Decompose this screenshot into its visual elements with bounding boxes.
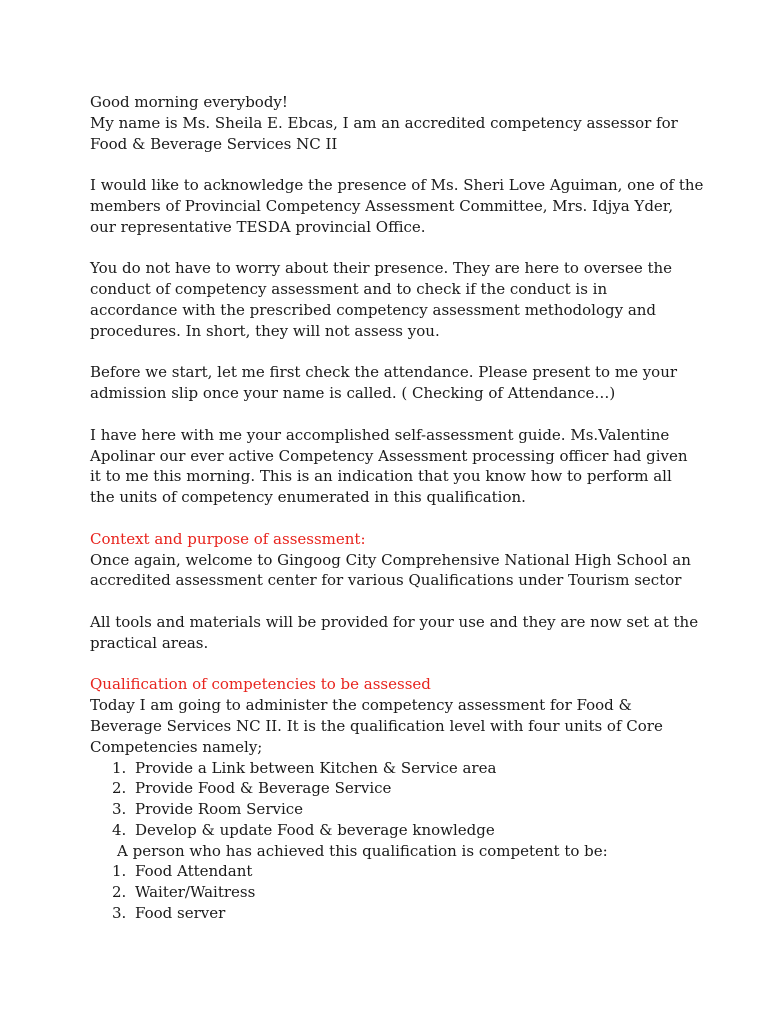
text-line: Beverage Services NC II. It is the qualification level with four units of Core xyxy=(90,716,663,735)
text-line: Food & Beverage Services NC II xyxy=(90,134,338,153)
text-line: practical areas. xyxy=(90,633,209,652)
text-line: accordance with the prescribed competency assessment methodology and xyxy=(90,300,657,319)
greeting-paragraph xyxy=(90,92,690,154)
core-competency-list xyxy=(90,758,690,841)
list-item xyxy=(90,882,690,903)
text-line: accredited assessment center for various Qualifications under Tourism sector xyxy=(90,571,682,590)
list-item-text: Provide a Link between Kitchen & Service area xyxy=(135,758,497,777)
text-line: conduct of competency assessment and to check if the conduct is in xyxy=(90,280,608,299)
context-heading: Context and purpose of assessment: xyxy=(90,529,366,548)
list-item-text: Provide Room Service xyxy=(135,800,304,819)
list-number: 1. xyxy=(112,862,127,881)
list-item-text: Food Attendant xyxy=(135,862,253,881)
list-item-text: Develop & update Food & beverage knowledge xyxy=(135,820,495,839)
text-line: Today I am going to administer the competency assessment for Food & xyxy=(90,696,632,715)
text-line: it to me this morning. This is an indication that you know how to perform all xyxy=(90,467,672,486)
text-line: You do not have to worry about their presence. They are here to oversee the xyxy=(90,259,673,278)
tools-paragraph xyxy=(90,612,699,654)
list-item xyxy=(90,861,690,882)
list-item xyxy=(90,903,690,924)
document-page xyxy=(90,92,704,945)
list-number: 3. xyxy=(112,800,127,819)
text-line: I would like to acknowledge the presence of Ms. Sheri Love Aguiman, one of the xyxy=(90,176,704,195)
list-item xyxy=(90,799,690,820)
list-item-text: Provide Food & Beverage Service xyxy=(135,779,392,798)
competent-roles-list xyxy=(90,861,690,923)
list-item-text: Waiter/Waitress xyxy=(135,883,256,902)
self-assessment-paragraph xyxy=(90,425,690,508)
text-line: I have here with me your accomplished self-assessment guide. Ms.Valentine xyxy=(90,425,670,444)
text-line: procedures. In short, they will not assess you. xyxy=(90,321,440,340)
text-line: Apolinar our ever active Competency Assessment processing officer had given xyxy=(90,446,688,465)
text-line: All tools and materials will be provided for your use and they are now set at the xyxy=(90,612,699,631)
list-number: 1. xyxy=(112,758,127,777)
attendance-paragraph xyxy=(90,362,690,404)
text-line: Competencies namely; xyxy=(90,737,263,756)
context-section xyxy=(90,529,690,591)
text-line: members of Provincial Competency Assessment Committee, Mrs. Idjya Yder, xyxy=(90,196,674,215)
acknowledgement-paragraph xyxy=(90,175,704,237)
qualification-section xyxy=(90,674,690,924)
text-line: the units of competency enumerated in this qualification. xyxy=(90,488,526,507)
text-line: admission slip once your name is called. ( Checking of Attendance…) xyxy=(90,384,616,403)
text-line: Before we start, let me first check the attendance. Please present to me your xyxy=(90,363,678,382)
reassurance-paragraph xyxy=(90,258,690,341)
text-line: our representative TESDA provincial Office. xyxy=(90,217,426,236)
list-number: 2. xyxy=(112,883,127,902)
text-line: Good morning everybody! xyxy=(90,93,288,111)
list-number: 4. xyxy=(112,820,127,839)
list-item xyxy=(90,758,690,779)
list-item xyxy=(90,778,690,799)
list-item-text: Food server xyxy=(135,904,226,923)
list-number: 2. xyxy=(112,779,127,798)
text-line: My name is Ms. Sheila E. Ebcas, I am an accredited competency assessor for xyxy=(90,113,678,132)
roles-intro: A person who has achieved this qualification is competent to be: xyxy=(117,841,608,860)
list-item xyxy=(90,820,690,841)
text-line: Once again, welcome to Gingoog City Comprehensive National High School an xyxy=(90,550,691,569)
qualification-heading: Qualification of competencies to be assessed xyxy=(90,675,431,694)
list-number: 3. xyxy=(112,904,127,923)
